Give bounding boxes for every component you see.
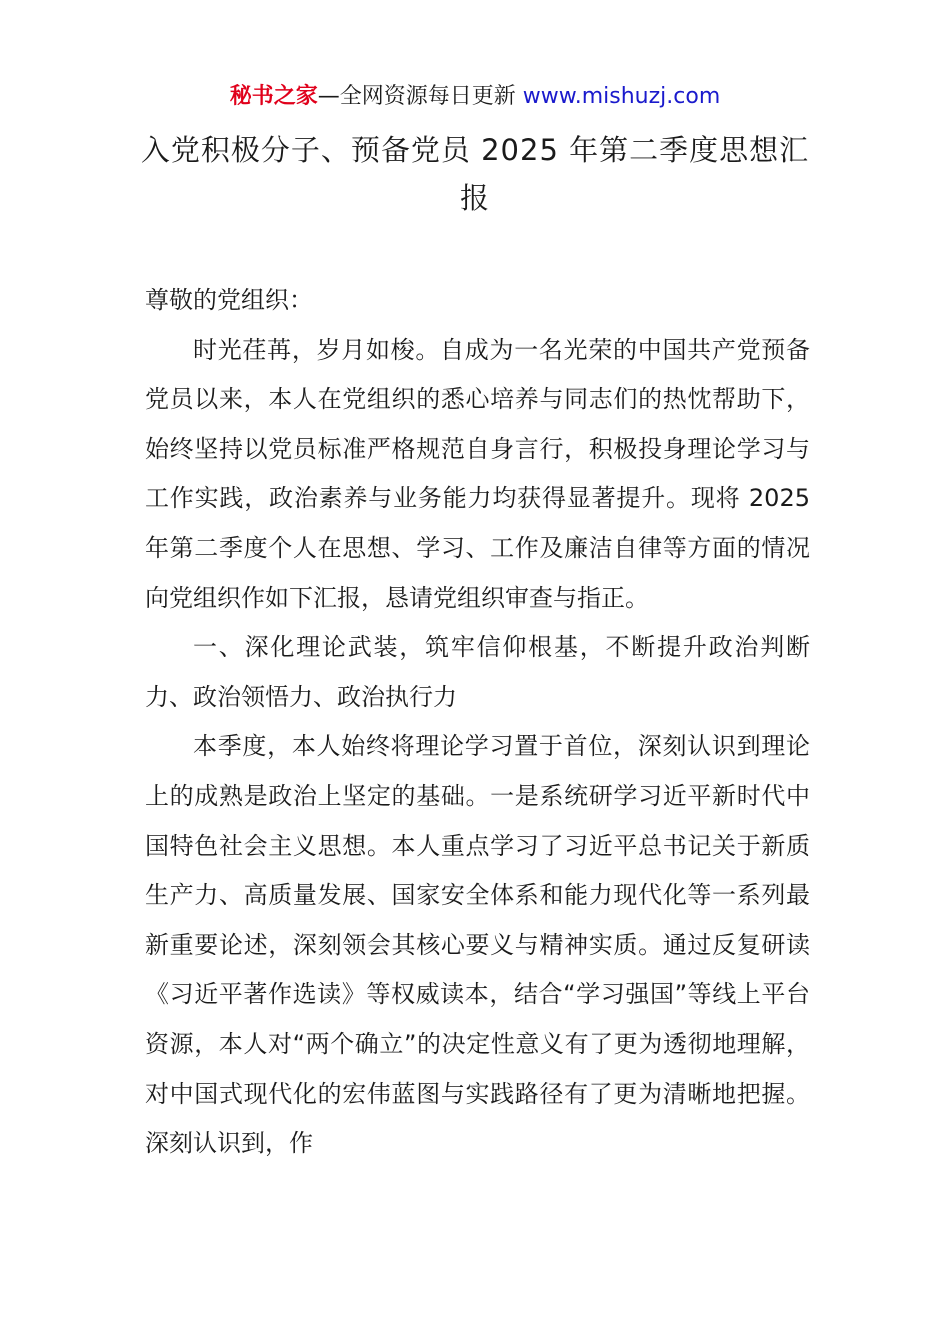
site-url-link[interactable]: www.mishuzj.com [522, 84, 721, 109]
site-tagline: —全网资源每日更新 [317, 84, 523, 109]
salutation: 尊敬的党组织： [145, 286, 313, 314]
body-paragraph: 本季度，本人始终将理论学习置于首位，深刻认识到理论上的成熟是政治上坚定的基础。一是系统研学习近平新时代中国特色社会主义思想。本人重点学习了习近平总书记关于新质生产力、高质量发展、国家安全体系和能力现代化等一系列最新重要论述，深刻领会其核心要义与精神实质。通过反复研读《习近平著作选读》等权威读本，结合“学习强国”等线上平台资源，本人对“两个确立”的决定性意义有了更为透彻地理解，对中国式现代化的宏伟蓝图与实践路径有了更为清晰地把握。深刻认识到，作 [145, 732, 810, 1158]
body-paragraph: 时光荏苒，岁月如梭。自成为一名光荣的中国共产党预备党员以来，本人在党组织的悉心培养与同志们的热忱帮助下，始终坚持以党员标准严格规范自身言行，积极投身理论学习与工作实践，政治素养与业务能力均获得显著提升。现将 2025 年第二季度个人在思想、学习、工作及廉洁自律等方面的情况向党组织作如下汇报，恳请党组织审查与指正。 [145, 335, 810, 612]
site-brand[interactable]: 秘书之家 [229, 84, 318, 109]
document-body [145, 276, 810, 1169]
document-title: 入党积极分子、预备党员 2025 年第二季度思想汇报 [140, 133, 810, 215]
section-heading: 一、深化理论武装，筑牢信仰根基，不断提升政治判断力、政治领悟力、政治执行力 [145, 633, 810, 711]
site-header [0, 80, 950, 114]
